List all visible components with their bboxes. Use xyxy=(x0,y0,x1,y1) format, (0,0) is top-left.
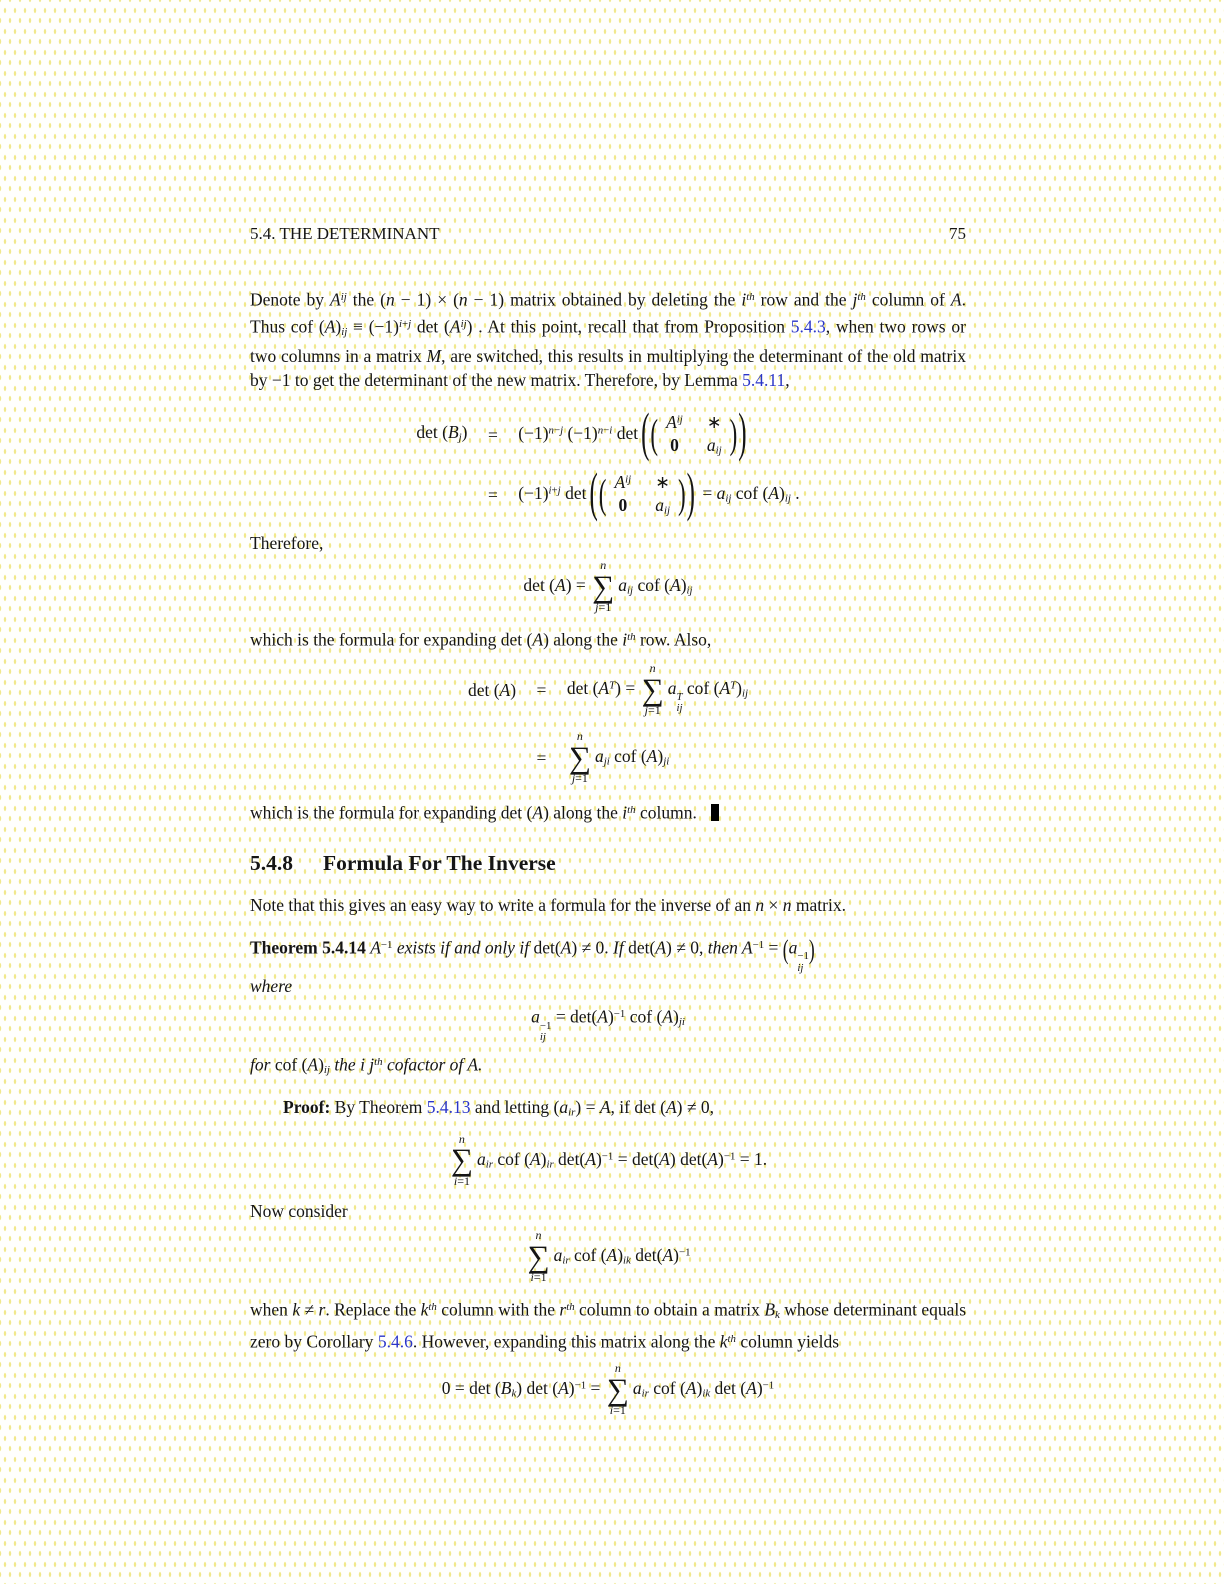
big-paren-open: ( xyxy=(598,471,607,517)
section-heading xyxy=(250,851,966,877)
equation-rhs: $(-1)^{n-j}$ $(-1)^{n-i}$ det ( ( $A^{ij}$ ∗ 0 aij ) ) xyxy=(518,405,747,464)
equation-det-expansion-row: det (A) = n ∑ j=1 aij cof (A)ij xyxy=(523,557,693,615)
equation-rhs: n ∑ j=1 aji cof (A)ji xyxy=(568,728,670,786)
equals-sign: = xyxy=(536,747,547,768)
big-paren-close: ) xyxy=(808,933,815,965)
paragraph-for-cofactor: for cof (A)ij the i $j^{th}$ cofactor of A. xyxy=(250,1054,483,1076)
text-now-consider: Now consider xyxy=(250,1200,348,1221)
equation-lhs: det (A) xyxy=(467,679,517,700)
equation-sum-equals-one: n ∑ i=1 air cof (A)ir $\det(A)^{-1} = \det(A) \det(A)^{-1} = 1$. xyxy=(450,1131,768,1188)
paragraph-note-column: which is the formula for expanding det (A) along the $i^{th}$ column. xyxy=(250,798,966,825)
equation-transpose xyxy=(250,662,966,786)
big-paren-open: ( xyxy=(641,405,650,464)
qed-marker xyxy=(711,804,719,821)
block-matrix: ( ( $A^{ij}$ ∗ 0 aij ) ) xyxy=(641,405,747,464)
big-paren-close: ) xyxy=(729,411,738,457)
summation-operator: n ∑ i=1 xyxy=(527,1227,550,1285)
equals-sign: = xyxy=(536,679,547,700)
paragraph-note-row: which is the formula for expanding det (A) along the $i^{th}$ row. Also, xyxy=(250,629,712,650)
equation-rhs: $\det (A^T)$ = n ∑ j=1 a T ij cof $(A^T)ij$ xyxy=(566,660,749,718)
section-number: 5.4.8 xyxy=(250,850,293,875)
paragraph-theorem: Theorem 5.4.14 $A^{-1}$ exists if and only if det(A) ≠ 0. If det(A) ≠ 0, then $A^{-1} = (a$ −1 ij ) where xyxy=(250,933,815,997)
big-paren-open: ( xyxy=(650,411,659,457)
equation-zero-det: 0 = det (Bk) $\det (A)^{-1}$ = n ∑ i=1 air cof (A)ik $\det (A)^{-1}$ xyxy=(441,1361,775,1418)
big-paren-open: ( xyxy=(782,933,789,965)
section-title: Formula For The Inverse xyxy=(323,850,556,875)
cross-reference-link[interactable]: 5.4.13 xyxy=(426,1097,471,1117)
equation-sum-k: n ∑ i=1 air cof (A)ik $\det(A)^{-1}$ xyxy=(527,1227,691,1285)
equation-det-bj xyxy=(250,407,966,523)
block-matrix: ( ( $A^{ij}$ ∗ 0 aij ) ) xyxy=(589,465,695,524)
paragraph-when-k: when k ≠ r. Replace the $k^{th}$ column with the $r^{th}$ column to obtain a matrix Bk whose determinant equals zero by Corollary 5.4.6. However, expanding this matrix along the $k^{th}$ column yields xyxy=(250,1299,967,1352)
summation-operator: n ∑ i=1 xyxy=(606,1361,629,1418)
equation-lhs: det (Bj) xyxy=(416,421,468,444)
equation-rhs: $(-1)^{i+j}$ det ( ( $A^{ij}$ ∗ 0 aij ) ) = aij cof (A)ij . xyxy=(518,465,800,524)
paragraph-proof: Proof: By Theorem 5.4.13 and letting (air) = A, if det (A) ≠ 0, xyxy=(283,1097,714,1119)
equals-sign: = xyxy=(487,424,498,445)
summation-operator: n ∑ j=1 xyxy=(592,557,615,615)
cross-reference-link[interactable]: 5.4.6 xyxy=(377,1331,413,1352)
summation-operator: n ∑ j=1 xyxy=(568,728,591,786)
paragraph-intro: Denote by $A^{ij}$ the (n − 1) × (n − 1) matrix obtained by deleting the $i^{th}$ row and the $j^{th}$ column of A. Thus cof $(A)ij \equiv (-1)^{i+j}$ $\det (A^{ij})$ . At this point, recall that from Proposition 5.4.3, when two rows or two columns in a matrix M, are switched, this results in multiplying the determinant of the old matrix by −1 to get the determinant of the new matrix. Therefore, by Lemma 5.4.11, xyxy=(250,289,966,391)
big-paren-close: ) xyxy=(738,405,747,464)
big-paren-open: ( xyxy=(589,465,598,524)
equals-sign: = xyxy=(487,484,498,505)
text-therefore: Therefore, xyxy=(250,532,324,553)
big-paren-close: ) xyxy=(677,471,686,517)
paragraph-inverse-note: Note that this gives an easy way to write a formula for the inverse of an n × n matrix. xyxy=(250,894,846,915)
page-number: 75 xyxy=(949,224,966,243)
summation-operator: n ∑ i=1 xyxy=(450,1131,473,1188)
cross-reference-link[interactable]: 5.4.11 xyxy=(742,370,786,391)
running-header xyxy=(250,222,966,246)
section-running-head: 5.4. THE DETERMINANT xyxy=(250,224,440,243)
page-content xyxy=(250,222,966,1418)
cross-reference-link[interactable]: 5.4.3 xyxy=(790,316,826,337)
summation-operator: n ∑ j=1 xyxy=(641,660,664,718)
big-paren-close: ) xyxy=(686,465,695,524)
equation-inverse-entry: a −1 ij = $\det(A)^{-1}$ cof (A)ji xyxy=(531,1007,685,1044)
